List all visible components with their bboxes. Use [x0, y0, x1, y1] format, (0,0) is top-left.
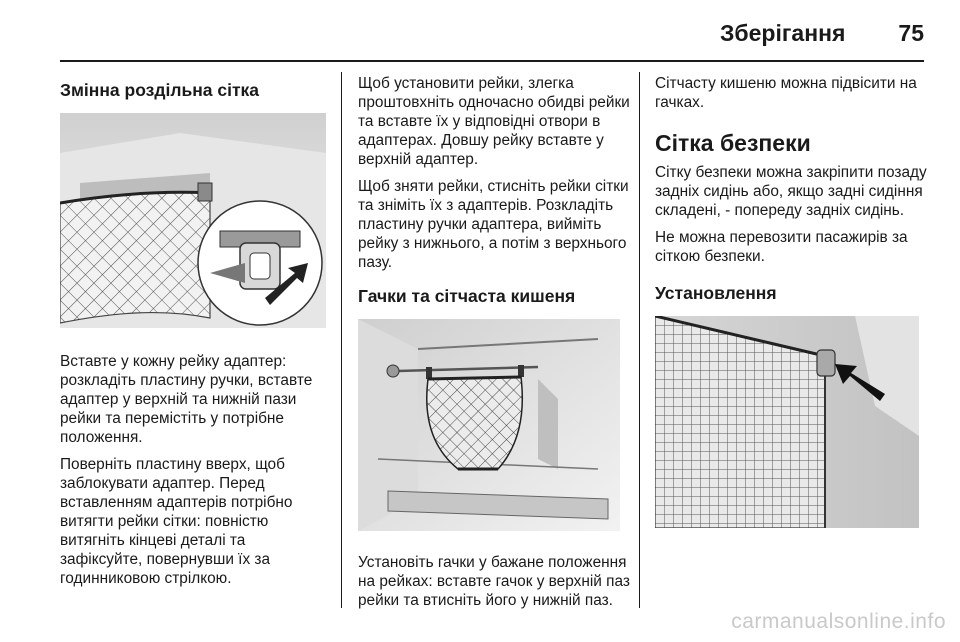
section-heading-partition-net: Змінна роздільна сітка [60, 80, 260, 100]
column-3 [655, 74, 927, 528]
column-1 [60, 74, 330, 588]
column-divider-right [639, 72, 640, 608]
column-2 [358, 74, 630, 610]
paragraph-rail-remove: Щоб зняти рейки, стисніть рейки сітки та зніміть їх з адаптерів. Розкладіть пластину ручки адаптера, вийміть рейку з нижнього, а потім з верхнього пазу. [358, 178, 629, 271]
paragraph-safety-net-mount: Сітку безпеки можна закріпити позаду задніх сидінь або, якщо задні сидіння складені, - попереду задніх сидінь. [655, 164, 927, 219]
section-heading-installation: Установлення [655, 283, 777, 303]
paragraph-net-pocket: Сітчасту кишеню можна підвісити на гачках. [655, 75, 917, 111]
page-number: 75 [898, 20, 924, 46]
section-heading-safety-net: Сітка безпеки [655, 130, 811, 156]
watermark: carmanualsonline.info [731, 610, 946, 633]
header-rule [60, 60, 924, 62]
paragraph-hooks-install: Установіть гачки у бажане положення на рейках: вставте гачок у верхній паз рейки та втисніть його у нижній паз. [358, 554, 630, 609]
column-divider-left [341, 72, 342, 608]
section-heading-hooks-pocket: Гачки та сітчаста кишеня [358, 286, 576, 306]
figure-hooks-net-pocket [358, 319, 620, 531]
page-header-title: Зберігання [720, 20, 846, 46]
figure-safety-net-installation [655, 316, 919, 528]
paragraph-no-passengers: Не можна перевозити пасажирів за сіткою безпеки. [655, 229, 908, 265]
figure-adapter-installation [60, 113, 326, 328]
paragraph-adapter-lock: Поверніть пластину вверх, щоб заблокувати адаптер. Перед вставленням адаптерів потрібно витягти рейки сітки: повністю витягніть кінцеві деталі та зафіксуйте, повернувши їх за годинниковою стрілкою. [60, 456, 293, 587]
paragraph-rail-install: Щоб установити рейки, злегка проштовхніть одночасно обидві рейки та вставте їх у відповідні отвори в адаптерах. Довшу рейку вставте у верхній адаптер. [358, 75, 630, 168]
paragraph-adapter-insert: Вставте у кожну рейку адаптер: розкладіть пластину ручки, вставте адаптер у верхній та нижній пази рейки та перемістіть у потрібне положення. [60, 353, 313, 446]
